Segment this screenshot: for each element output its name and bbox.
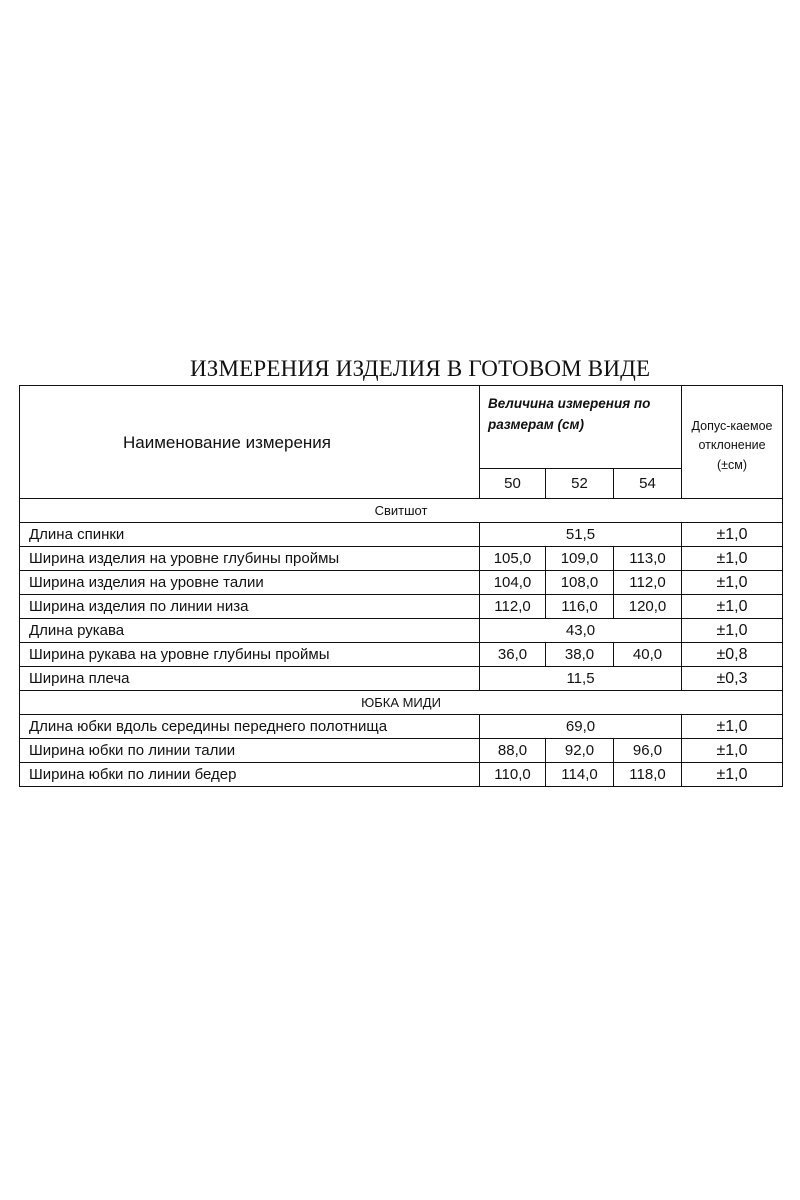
measurement-value: 36,0	[480, 643, 546, 667]
tolerance-column-header: Допус-каемое отклонение (±см)	[682, 386, 783, 499]
measurement-value: 105,0	[480, 547, 546, 571]
measurement-value: 38,0	[546, 643, 614, 667]
section-header-row	[20, 499, 783, 523]
table-row	[20, 595, 783, 619]
measurement-name: Ширина рукава на уровне глубины проймы	[20, 643, 480, 667]
measurement-value-all-sizes: 51,5	[480, 523, 682, 547]
measurement-name: Ширина изделия по линии низа	[20, 595, 480, 619]
measurement-value-all-sizes: 11,5	[480, 667, 682, 691]
table-row	[20, 739, 783, 763]
table-row	[20, 547, 783, 571]
section-title: Свитшот	[20, 499, 783, 523]
table-row	[20, 643, 783, 667]
measurement-value: 92,0	[546, 739, 614, 763]
measurement-value: 112,0	[614, 571, 682, 595]
measurement-value: 116,0	[546, 595, 614, 619]
tolerance-value: ±1,0	[682, 763, 783, 787]
measurement-value: 108,0	[546, 571, 614, 595]
measurement-value: 104,0	[480, 571, 546, 595]
table-row	[20, 523, 783, 547]
tolerance-value: ±1,0	[682, 619, 783, 643]
table-row	[20, 571, 783, 595]
tolerance-value: ±1,0	[682, 523, 783, 547]
section-header-row	[20, 691, 783, 715]
measurement-name: Ширина плеча	[20, 667, 480, 691]
tolerance-value: ±0,3	[682, 667, 783, 691]
tolerance-value: ±1,0	[682, 715, 783, 739]
measurement-value-all-sizes: 43,0	[480, 619, 682, 643]
tolerance-value: ±0,8	[682, 643, 783, 667]
measurement-value: 40,0	[614, 643, 682, 667]
size-header-52: 52	[546, 469, 614, 499]
measurement-value-all-sizes: 69,0	[480, 715, 682, 739]
measurement-value: 120,0	[614, 595, 682, 619]
tolerance-value: ±1,0	[682, 739, 783, 763]
measurement-value: 112,0	[480, 595, 546, 619]
table-row	[20, 715, 783, 739]
header-row	[20, 386, 783, 469]
measurement-name: Длина юбки вдоль середины переднего полотнища	[20, 715, 480, 739]
table-row	[20, 619, 783, 643]
measurements-table	[19, 385, 783, 787]
size-group-header: Величина измерения по размерам (см)	[480, 386, 682, 469]
measurement-value: 109,0	[546, 547, 614, 571]
measurement-name: Ширина юбки по линии бедер	[20, 763, 480, 787]
measurement-name: Длина спинки	[20, 523, 480, 547]
measurement-value: 118,0	[614, 763, 682, 787]
table-body	[20, 386, 783, 787]
measurement-name: Ширина юбки по линии талии	[20, 739, 480, 763]
table-row	[20, 763, 783, 787]
measurement-value: 113,0	[614, 547, 682, 571]
size-header-54: 54	[614, 469, 682, 499]
section-title: ЮБКА МИДИ	[20, 691, 783, 715]
page-title: ИЗМЕРЕНИЯ ИЗДЕЛИЯ В ГОТОВОМ ВИДЕ	[190, 356, 651, 381]
measurement-value: 88,0	[480, 739, 546, 763]
measurement-name: Длина рукава	[20, 619, 480, 643]
measurement-value: 96,0	[614, 739, 682, 763]
measurement-name: Ширина изделия на уровне талии	[20, 571, 480, 595]
measurement-name: Ширина изделия на уровне глубины проймы	[20, 547, 480, 571]
tolerance-value: ±1,0	[682, 571, 783, 595]
tolerance-value: ±1,0	[682, 595, 783, 619]
table-row	[20, 667, 783, 691]
name-column-header: Наименование измерения	[20, 386, 480, 499]
size-header-50: 50	[480, 469, 546, 499]
measurement-value: 114,0	[546, 763, 614, 787]
measurement-value: 110,0	[480, 763, 546, 787]
tolerance-value: ±1,0	[682, 547, 783, 571]
